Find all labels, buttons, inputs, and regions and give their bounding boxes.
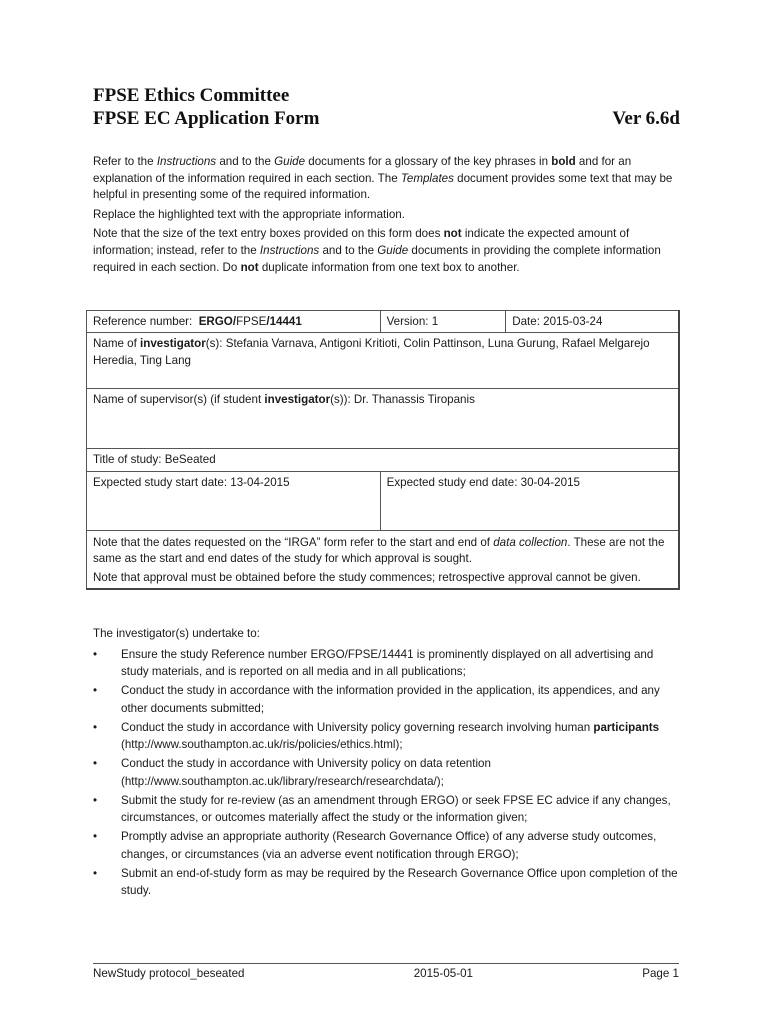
bullet-icon: • <box>93 684 98 697</box>
study-title-cell: Title of study: BeSeated <box>87 449 680 471</box>
text-run-bold: not <box>240 260 259 274</box>
start-date-cell: Expected study start date: 13-04-2015 <box>87 471 381 530</box>
table-row <box>87 311 680 333</box>
document-header <box>93 84 680 130</box>
text-run-italic: Instructions <box>156 155 217 168</box>
text-run: Note that the size of the text entry boxes provided on this form does <box>93 227 444 241</box>
note-dates <box>93 535 672 568</box>
text-run: . These are not the same as the start and end dates of the study for which approval is sought. <box>93 535 665 566</box>
undertakings-heading: The investigator(s) undertake to: <box>93 627 260 640</box>
supervisor-name: (s)): Dr. Thanassis Tiropanis <box>330 393 475 407</box>
text-run-bold: participants <box>593 720 660 734</box>
reference-label: Reference number: <box>93 315 199 328</box>
table-row <box>87 389 680 449</box>
text-run-bold: investigator <box>140 337 206 351</box>
text-run-italic: Guide <box>274 155 306 168</box>
end-date-cell: Expected study end date: 30-04-2015 <box>380 471 679 530</box>
list-item-text: Submit the study for re-review (as an amendment through ERGO) or seek FPSE EC advice if any changes, circumstances, or outcomes materially affect the study or the information given; <box>121 793 671 824</box>
list-item <box>93 792 683 827</box>
list-item <box>93 865 683 900</box>
list-item <box>93 755 683 790</box>
footer-date: 2015-05-01 <box>413 967 474 980</box>
bullet-icon: • <box>93 720 98 734</box>
note-approval: Note that approval must be obtained before the study commences; retrospective approval cannot be given. <box>93 570 641 584</box>
footer-filename: NewStudy protocol_beseated <box>93 967 245 980</box>
list-item-text: Submit an end-of-study form as may be required by the Research Governance Office upon completion of the study. <box>121 866 678 897</box>
bullet-icon: • <box>93 866 98 880</box>
text-run-italic: Guide <box>377 243 409 257</box>
list-item <box>93 719 683 754</box>
text-run: indicate the expected amount of information; instead, refer to the <box>93 227 630 257</box>
table-row <box>87 530 680 589</box>
text-run: documents in providing the complete information required in each section. Do <box>93 243 661 274</box>
reference-part: FPSE <box>236 315 267 328</box>
text-run: documents for a glossary of the key phrases in <box>305 155 552 168</box>
form-version: Ver 6.6d <box>612 108 680 129</box>
bullet-icon: • <box>93 647 98 661</box>
application-details-table <box>86 310 680 590</box>
list-item-text: Conduct the study in accordance with University policy on data retention (http://www.southampton.ac.uk/library/research/researchdata/); <box>121 757 491 788</box>
table-row <box>87 333 680 389</box>
list-item-text: Promptly advise an appropriate authority (Research Governance Office) of any adverse study outcomes, changes, or circumstances (via an adverse event notification through ERGO); <box>121 830 657 861</box>
date-cell: Date: 2015-03-24 <box>506 311 679 333</box>
text-run: and to the <box>216 155 275 168</box>
reference-number-cell <box>87 311 381 333</box>
text-run-italic: data collection <box>493 535 568 549</box>
list-item-text: Conduct the study in accordance with University policy governing research involving human <box>121 720 594 734</box>
text-run: Name of <box>93 337 141 351</box>
list-item <box>93 646 683 681</box>
reference-part: ERGO/ <box>198 315 237 328</box>
text-run-bold: investigator <box>264 393 331 407</box>
text-run: and for an explanation of the information required in each section. The <box>93 155 632 185</box>
text-run: Refer to the <box>93 155 157 168</box>
intro-section <box>93 154 683 279</box>
form-title: FPSE EC Application Form <box>93 108 320 129</box>
text-run: and to the <box>319 243 378 257</box>
list-item <box>93 828 683 863</box>
text-run-bold: bold <box>551 155 576 168</box>
investigators-cell <box>87 333 680 389</box>
list-item <box>93 682 683 717</box>
bullet-icon: • <box>93 830 98 843</box>
text-run-bold: not <box>443 227 462 241</box>
intro-paragraph-3 <box>93 226 683 276</box>
supervisor-cell <box>87 389 680 449</box>
text-run-italic: Instructions <box>259 243 320 257</box>
undertakings-list <box>93 646 683 900</box>
form-title-row <box>93 107 680 130</box>
text-run: Note that the dates requested on the “IRGA” form refer to the start and end of <box>93 535 494 549</box>
text-run-italic: Templates <box>400 171 454 185</box>
text-run: Name of supervisor(s) (if student <box>93 393 265 407</box>
committee-title-row <box>93 84 680 107</box>
notes-cell <box>87 530 680 589</box>
bullet-icon: • <box>93 757 98 770</box>
committee-title: FPSE Ethics Committee <box>93 85 290 106</box>
page-footer <box>93 963 679 980</box>
reference-part: /14441 <box>266 315 302 328</box>
table-row <box>87 449 680 471</box>
list-item-text: Ensure the study Reference number ERGO/FPSE/14441 is prominently displayed on all advertising and study materials, and is reported on all media and in all publications; <box>121 647 654 678</box>
text-run: duplicate information from one text box to another. <box>258 260 520 274</box>
intro-paragraph-1 <box>93 154 683 204</box>
intro-paragraph-2: Replace the highlighted text with the appropriate information. <box>93 207 405 221</box>
investigator-names: (s): Stefania Varnava, Antigoni Kritioti, Colin Pattinson, Luna Gurung, Rafael Melgarejo Heredia, Ting Lang <box>93 337 650 367</box>
bullet-icon: • <box>93 793 98 807</box>
undertakings-section <box>93 625 683 901</box>
list-item-text: Conduct the study in accordance with the information provided in the application, its appendices, and any other documents submitted; <box>121 684 660 715</box>
footer-page-number: Page 1 <box>642 967 679 980</box>
table-row <box>87 471 680 530</box>
text-run: document provides some text that may be helpful in presenting some of the required information. <box>93 171 673 202</box>
version-cell: Version: 1 <box>380 311 506 333</box>
list-item-text: (http://www.southampton.ac.uk/ris/policies/ethics.html); <box>121 738 403 751</box>
